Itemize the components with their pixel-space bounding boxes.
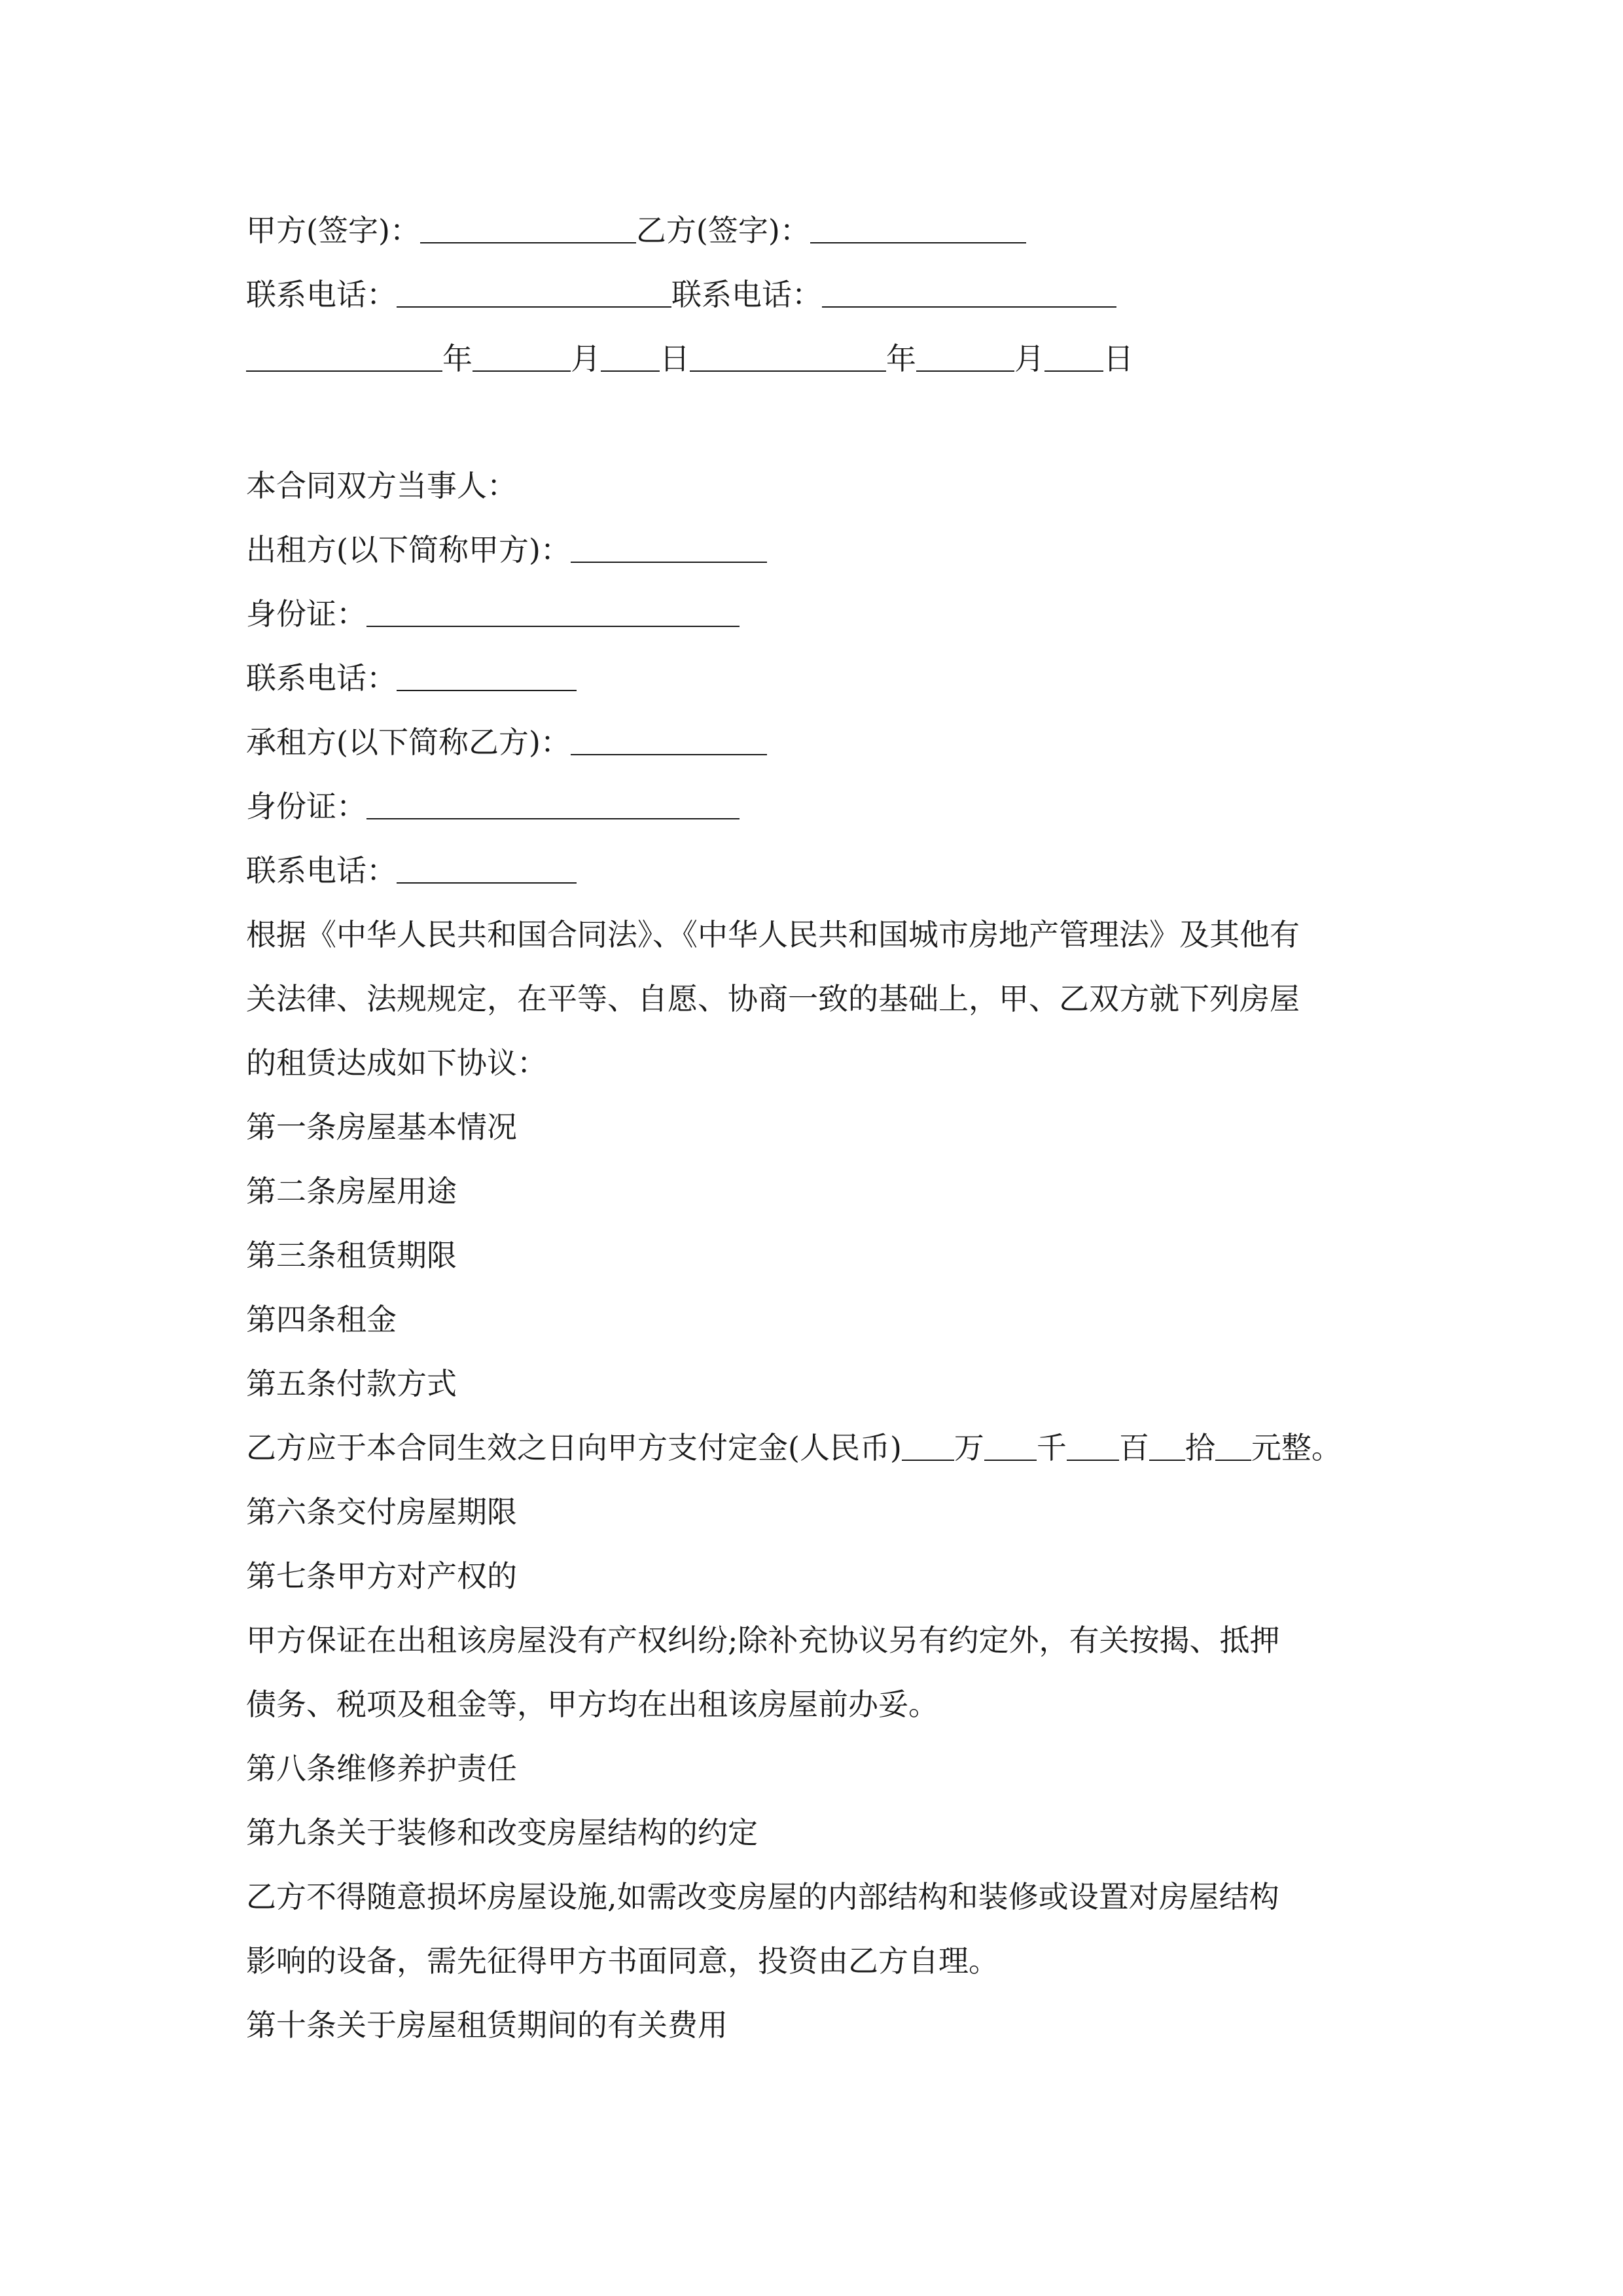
year-b-blank[interactable] xyxy=(690,344,886,372)
month-b-label: 月 xyxy=(1014,341,1044,376)
shi-label: 拾 xyxy=(1185,1430,1215,1465)
party-b-sign-blank[interactable] xyxy=(810,216,1026,243)
day-b-label: 日 xyxy=(1103,341,1133,376)
signature-row xyxy=(246,211,1026,250)
article-1-heading: 第一条房屋基本情况 xyxy=(246,1109,517,1145)
bai-blank[interactable] xyxy=(1067,1433,1119,1461)
day-b-blank[interactable] xyxy=(1044,344,1103,372)
lessor-label: 出租方(以下简称甲方)： xyxy=(246,532,571,567)
phone-a-blank[interactable] xyxy=(397,280,671,308)
year-a-label: 年 xyxy=(442,341,473,376)
month-b-blank[interactable] xyxy=(916,344,1014,372)
article-4-heading: 第四条租金 xyxy=(246,1302,397,1337)
article-2-heading: 第二条房屋用途 xyxy=(246,1174,457,1209)
yuan-label: 元整。 xyxy=(1251,1430,1342,1465)
lessee-label: 承租方(以下简称乙方)： xyxy=(246,725,571,760)
parties-heading: 本合同双方当事人： xyxy=(246,468,517,503)
qian-blank[interactable] xyxy=(984,1433,1037,1461)
lessee-phone-blank[interactable] xyxy=(397,856,577,884)
phone-b-label: 联系电话： xyxy=(671,277,822,312)
party-a-sign-blank[interactable] xyxy=(420,216,636,243)
shi-blank[interactable] xyxy=(1149,1433,1185,1461)
lessee-id-label: 身份证： xyxy=(246,789,366,824)
article-8-heading: 第八条维修养护责任 xyxy=(246,1751,517,1786)
preamble-line-3: 的租赁达成如下协议： xyxy=(246,1045,547,1081)
lessor-id-blank[interactable] xyxy=(366,600,740,627)
lessee-blank[interactable] xyxy=(571,728,767,755)
article-9-text-1: 乙方不得随意损坏房屋设施,如需改变房屋的内部结构和装修或设置对房屋结构 xyxy=(246,1879,1279,1914)
yuan-blank[interactable] xyxy=(1215,1433,1251,1461)
day-a-label: 日 xyxy=(660,341,690,376)
article-3-heading: 第三条租赁期限 xyxy=(246,1238,457,1273)
lessee-phone-row xyxy=(246,851,577,890)
lessee-row xyxy=(246,723,767,762)
wan-label: 万 xyxy=(954,1430,984,1465)
month-a-blank[interactable] xyxy=(473,344,571,372)
bai-label: 百 xyxy=(1118,1430,1149,1465)
lessee-id-row xyxy=(246,787,740,826)
party-b-sign-label: 乙方(签字)： xyxy=(635,213,810,248)
lessor-phone-row xyxy=(246,658,577,698)
preamble-line-1: 根据《中华人民共和国合同法》、《中华人民共和国城市房地产管理法》及其他有 xyxy=(246,917,1300,952)
preamble-line-2: 关法律、法规规定，在平等、自愿、协商一致的基础上，甲、乙双方就下列房屋 xyxy=(246,981,1300,1016)
year-b-label: 年 xyxy=(886,341,916,376)
lessor-id-row xyxy=(246,594,740,634)
phone-row xyxy=(246,275,1116,314)
lessor-row xyxy=(246,530,767,569)
lessor-phone-blank[interactable] xyxy=(397,664,577,691)
lessor-blank[interactable] xyxy=(571,535,767,563)
month-a-label: 月 xyxy=(571,341,601,376)
article-10-heading: 第十条关于房屋租赁期间的有关费用 xyxy=(246,2007,728,2043)
article-9-heading: 第九条关于装修和改变房屋结构的约定 xyxy=(246,1815,758,1850)
day-a-blank[interactable] xyxy=(601,344,660,372)
wan-blank[interactable] xyxy=(902,1433,954,1461)
article-6-heading: 第六条交付房屋期限 xyxy=(246,1494,517,1530)
date-row xyxy=(246,339,1133,378)
party-a-sign-label: 甲方(签字)： xyxy=(246,213,420,248)
article-7-text-2: 债务、税项及租金等，甲方均在出租该房屋前办妥。 xyxy=(246,1687,938,1722)
year-a-blank[interactable] xyxy=(246,344,442,372)
lessee-id-blank[interactable] xyxy=(366,792,740,819)
deposit-row xyxy=(246,1428,1342,1467)
qian-label: 千 xyxy=(1036,1430,1067,1465)
phone-a-label: 联系电话： xyxy=(246,277,397,312)
phone-b-blank[interactable] xyxy=(822,280,1116,308)
article-5-heading: 第五条付款方式 xyxy=(246,1366,457,1401)
article-7-heading: 第七条甲方对产权的 xyxy=(246,1558,517,1594)
article-9-text-2: 影响的设备，需先征得甲方书面同意，投资由乙方自理。 xyxy=(246,1943,999,1979)
lessor-phone-label: 联系电话： xyxy=(246,660,397,696)
lessor-id-label: 身份证： xyxy=(246,596,366,632)
deposit-text: 乙方应于本合同生效之日向甲方支付定金(人民币) xyxy=(246,1430,902,1465)
article-7-text-1: 甲方保证在出租该房屋没有产权纠纷;除补充协议另有约定外，有关按揭、抵押 xyxy=(246,1623,1280,1658)
lessee-phone-label: 联系电话： xyxy=(246,853,397,888)
